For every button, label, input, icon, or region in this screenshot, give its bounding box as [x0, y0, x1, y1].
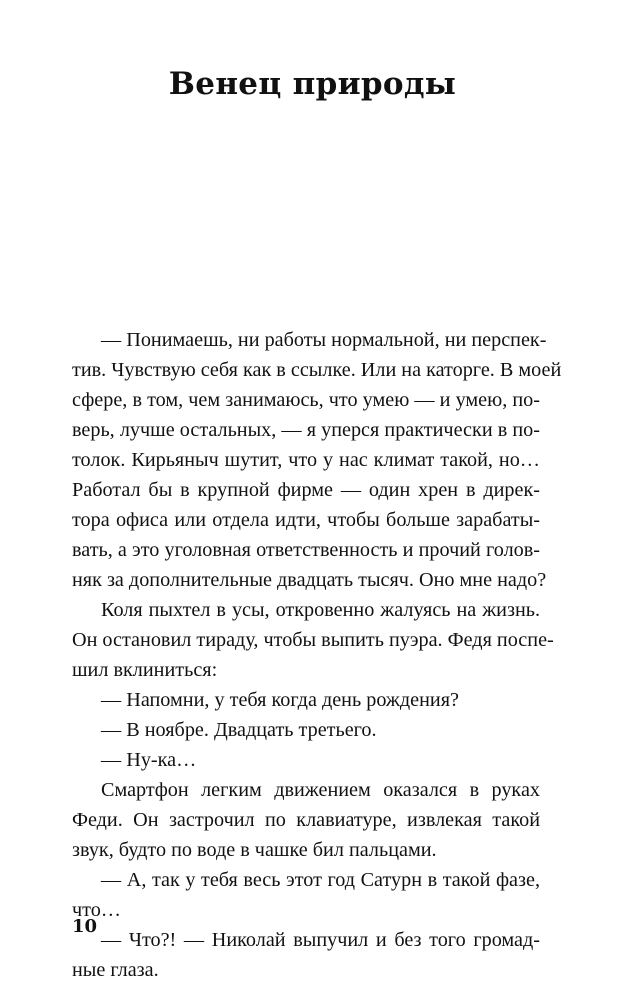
- text-line: — Что?! — Николай выпучил и без того громад-: [101, 929, 540, 951]
- text-line: сфере, в том, чем занимаюсь, что умею — и умею, по-: [72, 389, 540, 411]
- text-line: Феди. Он застрочил по клавиатуре, извлекая такой: [72, 809, 540, 831]
- text-line: Он остановил тираду, чтобы выпить пуэра. Федя поспе-: [72, 629, 554, 651]
- text-line: Работал бы в крупной фирме — один хрен в дирек-: [72, 479, 540, 501]
- text-line: шил вклиниться:: [72, 659, 218, 681]
- text-line: — Понимаешь, ни работы нормальной, ни перспек-: [101, 329, 547, 351]
- text-line: толок. Кирьяныч шутит, что у нас климат такой, но…: [72, 449, 540, 471]
- text-line: звук, будто по воде в чашке бил пальцами.: [72, 839, 437, 861]
- text-line: тив. Чувствую себя как в ссылке. Или на каторге. В моей: [72, 359, 562, 381]
- text-line: ные глаза.: [72, 959, 159, 981]
- page-number: 10: [72, 916, 98, 937]
- chapter-title: Венец природы: [168, 66, 457, 102]
- text-line: — Напомни, у тебя когда день рождения?: [101, 689, 459, 711]
- text-line: — Ну-ка…: [101, 749, 197, 771]
- text-line: тора офиса или отдела идти, чтобы больше зарабаты-: [72, 509, 540, 531]
- text-line: что…: [72, 899, 121, 921]
- text-line: вать, а это уголовная ответственность и прочий голов-: [72, 539, 540, 561]
- text-line: Коля пыхтел в усы, откровенно жалуясь на жизнь.: [101, 599, 540, 621]
- text-line: Смартфон легким движением оказался в руках: [101, 779, 540, 801]
- text-line: — А, так у тебя весь этот год Сатурн в такой фазе,: [101, 869, 540, 891]
- text-line: няк за дополнительные двадцать тысяч. Оно мне надо?: [72, 569, 547, 591]
- text-line: — В ноябре. Двадцать третьего.: [101, 719, 377, 741]
- text-line: верь, лучше остальных, — я уперся практически в по-: [72, 419, 540, 441]
